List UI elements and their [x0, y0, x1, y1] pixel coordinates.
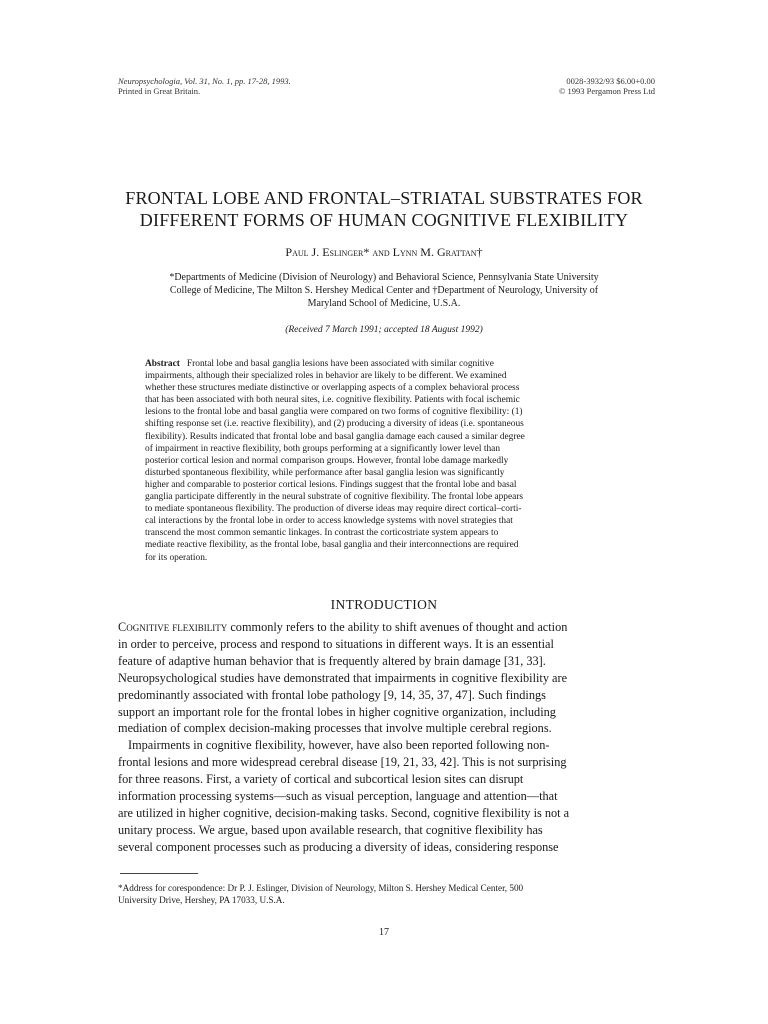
abstract	[145, 358, 625, 564]
abstract-line: cal interactions by the frontal lobe in order to access knowledge systems with novel strategies that	[145, 516, 513, 527]
body-line: several component processes such as producing a diversity of ideas, considering response	[118, 839, 559, 854]
abstract-line: to mediate spontaneous flexibility. The production of diverse ideas may require direct cortical–corti-	[145, 504, 522, 515]
footnote-line-1: *Address for corespondence: Dr P. J. Eslinger, Division of Neurology, Milton S. Hershey Medical Center, 500	[118, 883, 524, 893]
article-title	[60, 187, 708, 231]
footnote-line-2: University Drive, Hershey, PA 17033, U.S.A.	[118, 895, 285, 905]
abstract-line: mediate reactive flexibility, as the frontal lobe, basal ganglia and their interconnections are required	[145, 540, 519, 551]
abstract-line: posterior cortical lesion and normal comparison groups. However, frontal lobe damage markedly	[145, 455, 509, 466]
body-line: feature of adaptive human behavior that is frequently altered by brain damage [31, 33].	[118, 653, 546, 668]
body-line: Neuropsychological studies have demonstrated that impairments in cognitive flexibility are	[118, 670, 568, 685]
body-line	[118, 619, 658, 636]
abstract-line: impairments, although their specialized roles in behavior are likely to be different. We examined	[145, 371, 507, 382]
body-line: are utilized in higher cognitive, decision-making tasks. Second, cognitive flexibility is not a	[118, 805, 570, 820]
body-line: unitary process. We argue, based upon available research, that cognitive flexibility has	[118, 822, 543, 837]
section-heading-introduction: INTRODUCTION	[330, 597, 438, 612]
journal-line-2: Printed in Great Britain.	[118, 86, 201, 96]
title-line-1: FRONTAL LOBE AND FRONTAL–STRIATAL SUBSTRATES FOR	[125, 188, 643, 208]
price-line-2: © 1993 Pergamon Press Ltd	[558, 86, 655, 96]
footnote-divider	[120, 873, 198, 874]
authors: Paul J. Eslinger* and Lynn M. Grattan†	[285, 245, 483, 259]
body-line: mediation of complex decision-making processes that involve multiple cerebral regions.	[118, 721, 552, 736]
page-number: 17	[379, 927, 389, 938]
body-line: Impairments in cognitive flexibility, however, have also been reported following non-	[128, 738, 550, 753]
abstract-line: ganglia participate differently in the neural substrate of cognitive flexibility. The frontal lobe appears	[145, 492, 524, 503]
lead-in-small-caps: Cognitive flexibility	[118, 620, 228, 634]
received-dates: (Received 7 March 1991; accepted 18 August 1992)	[285, 325, 483, 335]
abstract-line: whether these structures mediate distinctive or overlapping aspects of a complex behavioral process	[145, 383, 520, 394]
abstract-line: of impairment in reactive flexibility, both groups performing at a significantly lower level than	[145, 443, 501, 454]
body-line: predominantly associated with frontal lobe pathology [9, 14, 35, 37, 47]. Such findings	[118, 687, 546, 702]
abstract-text: Frontal lobe and basal ganglia lesions have been associated with similar cognitive	[186, 359, 494, 369]
body-line: in order to perceive, process and respond to situations in different ways. It is an essential	[118, 636, 554, 651]
body-line: frontal lesions and more widespread cerebral disease [19, 21, 33, 42]. This is not surprising	[118, 755, 567, 770]
price-copyright	[559, 76, 655, 96]
journal-line-1: Neuropsychologia, Vol. 31, No. 1, pp. 17-28, 1993.	[118, 76, 291, 86]
abstract-line: higher and comparable to posterior cortical lesions. Findings suggest that the frontal lobe and basal	[145, 479, 517, 490]
affiliation-line-2: College of Medicine, The Milton S. Hershey Medical Center and †Department of Neurology, University of	[169, 285, 599, 296]
affiliations	[96, 271, 672, 310]
abstract-line: for its operation.	[145, 552, 208, 563]
abstract-line	[145, 358, 625, 370]
affiliation-line-1: *Departments of Medicine (Division of Neurology) and Behavioral Science, Pennsylvania State University	[169, 272, 599, 283]
abstract-line: that has been associated with both neural sites, i.e. cognitive flexibility. Patients with focal ischemic	[145, 395, 520, 406]
abstract-line: flexibility). Results indicated that frontal lobe and basal ganglia damage each caused a similar degree	[145, 431, 525, 442]
body-text: commonly refers to the ability to shift avenues of thought and action	[227, 620, 568, 634]
footnote	[118, 882, 658, 906]
body-line: for three reasons. First, a variety of cortical and subcortical lesion sites can disrupt	[118, 772, 524, 787]
introduction-body	[118, 619, 658, 856]
journal-citation	[118, 76, 291, 96]
abstract-label: Abstract	[145, 359, 180, 369]
body-line: support an important role for the frontal lobes in higher cognitive organization, including	[118, 704, 556, 719]
abstract-line: shifting response set (i.e. reactive flexibility), and (2) producing a diversity of ideas (i.e. spontaneous	[145, 419, 524, 430]
affiliation-line-3: Maryland School of Medicine, U.S.A.	[307, 298, 461, 309]
price-line-1: 0028-3932/93 $6.00+0.00	[566, 76, 655, 86]
body-line: information processing systems—such as visual perception, language and attention—that	[118, 789, 558, 804]
title-line-2: DIFFERENT FORMS OF HUMAN COGNITIVE FLEXIBILITY	[139, 210, 629, 230]
abstract-line: disturbed spontaneous flexibility, while performance after basal ganglia lesion was significantly	[145, 467, 505, 478]
abstract-line: transcend the most common semantic linkages. In contrast the corticostriate system appears to	[145, 528, 499, 539]
abstract-line: lesions to the frontal lobe and basal ganglia were compared on two forms of cognitive flexibility: (1)	[145, 407, 523, 418]
